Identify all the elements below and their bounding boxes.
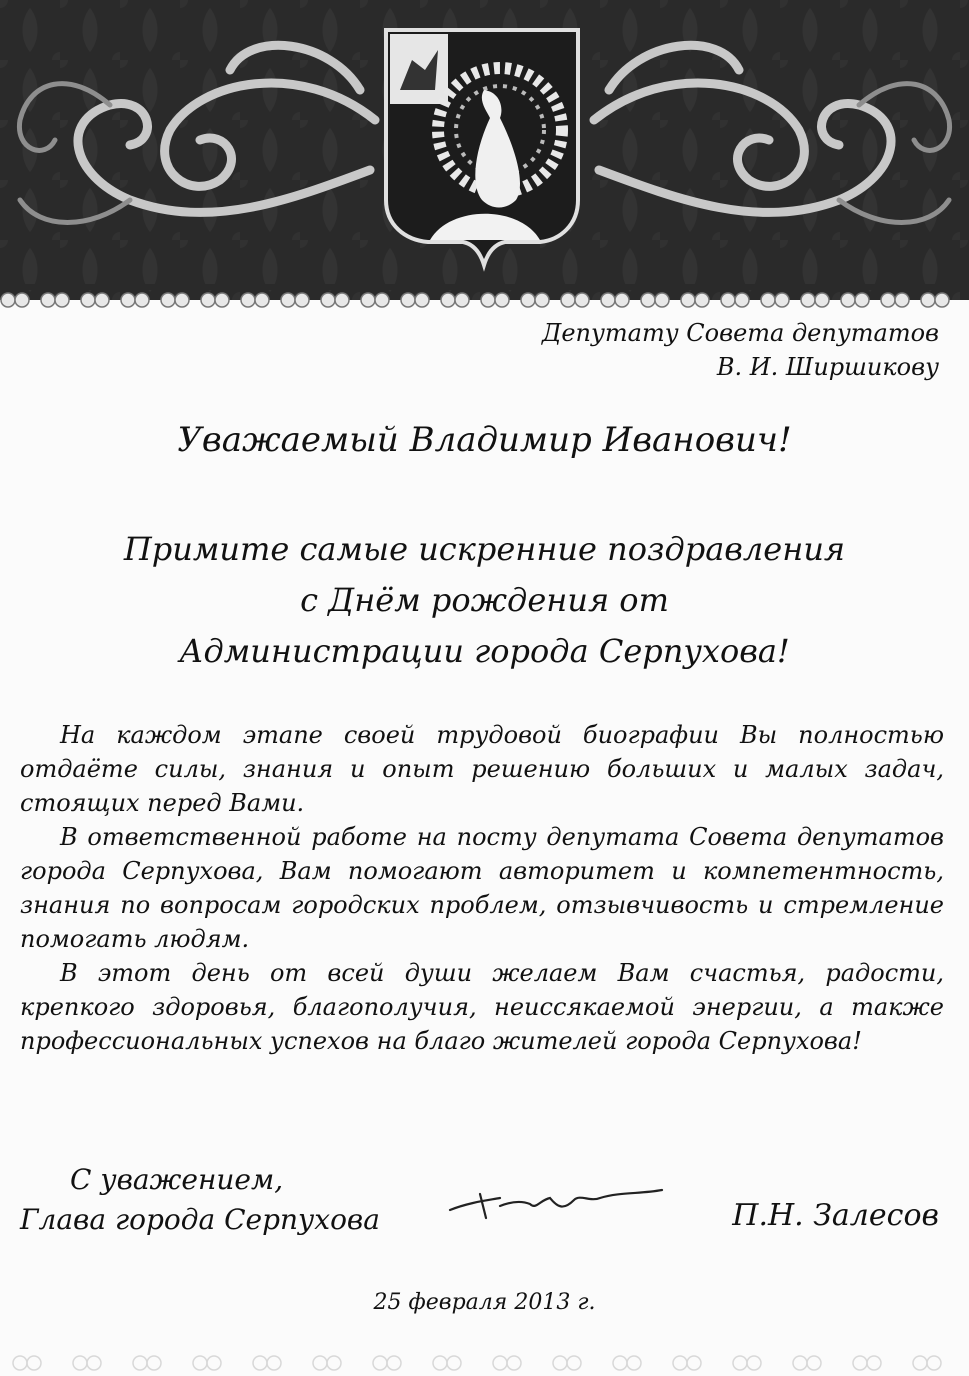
congratulation-line-1: Примите самые искренние поздравления [123,530,846,568]
bead-border-icon [0,284,969,312]
letter-date: 25 февраля 2013 г. [373,1290,596,1315]
closing-regards: С уважением, [70,1163,284,1196]
signature-icon [440,1180,670,1230]
addressee-line-2: В. И. Ширшикову [716,353,939,381]
ornamental-header [0,0,969,300]
signatory-name: П.Н. Залесов [732,1198,939,1233]
bottom-bead-border-icon [0,1350,969,1376]
body-paragraph-1: На каждом этапе своей трудовой биографии Вы полностью отдаёте силы, знания и опыт решению больших и малых задач, стоящих перед Вами. [20,721,944,817]
closing-block [20,1160,380,1240]
closing-position: Глава города Серпухова [20,1203,380,1236]
letter-body [20,718,944,1058]
congratulation [0,524,969,677]
ornament-swirls-icon [0,0,969,300]
congratulation-line-2: с Днём рождения от [300,581,669,619]
body-paragraph-2: В ответственной работе на посту депутата Совета депутатов города Серпухова, Вам помогают авторитет и компетентность, знания по вопросам городских проблем, отзывчивость и стремление помогать людям. [20,823,944,953]
coat-of-arms-icon [386,30,578,265]
addressee [439,316,939,384]
congratulation-line-3: Администрации города Серпухова! [179,632,790,670]
salutation: Уважаемый Владимир Иванович! [177,420,792,460]
addressee-line-1: Депутату Совета депутатов [541,319,939,347]
body-paragraph-3: В этот день от всей души желаем Вам счастья, радости, крепкого здоровья, благополучия, неиссякаемой энергии, а также профессиональных успехов на благо жителей города Серпухова! [20,959,944,1055]
